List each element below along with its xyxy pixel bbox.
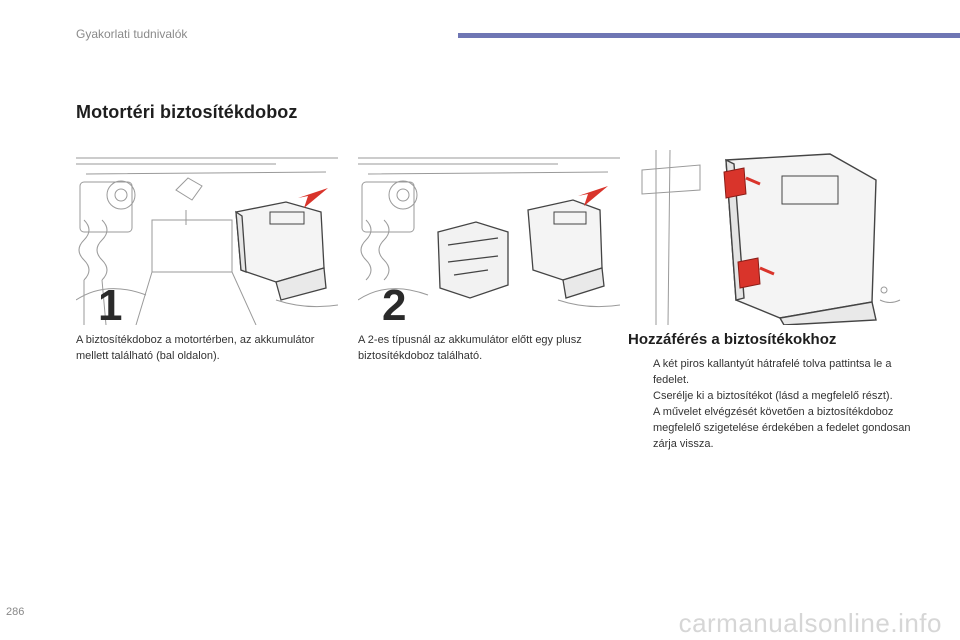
- chapter-accent-bar: [458, 33, 960, 38]
- section-title: Motortéri biztosítékdoboz: [76, 102, 298, 122]
- red-arrow-icon: [298, 188, 328, 208]
- list-item: Cserélje ki a biztosítékot (lásd a megfelelő részt).: [653, 390, 893, 402]
- access-subtitle: Hozzáférés a biztosítékokhoz: [628, 331, 837, 348]
- chapter-title: Gyakorlati tudnivalók: [76, 27, 188, 41]
- figure-engine-fusebox-1: [76, 150, 338, 325]
- figure-number: 2: [382, 281, 407, 325]
- list-item: A két piros kallantyút hátrafelé tolva pattintsa le a fedelet.: [653, 358, 892, 386]
- figure-fusebox-cover-clips: [640, 150, 902, 325]
- engine-illustration-2: [358, 150, 620, 325]
- watermark: carmanualsonline.info: [678, 608, 942, 638]
- engine-illustration-1: [76, 150, 338, 325]
- figure-number: 1: [98, 281, 123, 325]
- access-steps-list: [628, 356, 918, 452]
- page-number: 286: [6, 606, 25, 618]
- fusebox-closeup-illustration: [640, 150, 902, 325]
- figure-2-caption: A 2-es típusnál az akkumulátor előtt egy plusz biztosítékdoboz található.: [358, 334, 582, 362]
- list-item: A művelet elvégzését követően a biztosítékdoboz megfelelő szigetelése érdekében a fedelet gondosan zárja vissza.: [653, 406, 911, 450]
- figure-engine-fusebox-2: [358, 150, 620, 325]
- figure-1-caption: A biztosítékdoboz a motortérben, az akkumulátor mellett található (bal oldalon).: [76, 334, 315, 362]
